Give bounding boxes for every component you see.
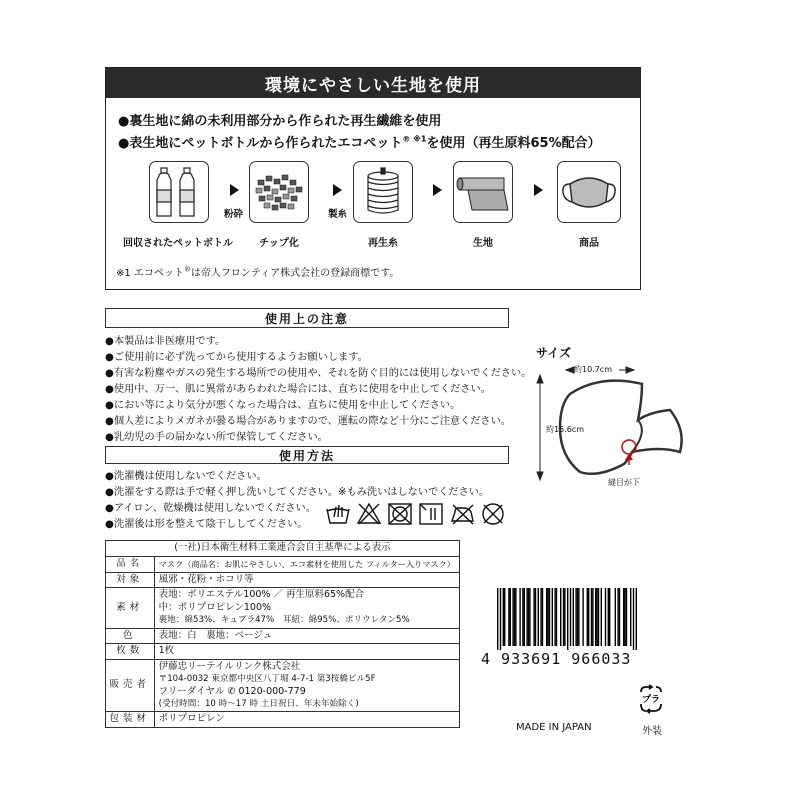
eco-bullet-2-post: を使用（再生原料65%配合） [426, 136, 601, 151]
usage-item: ●洗濯をする際は手で軽く押し洗いしてください。※もみ洗いはしないでください。 [105, 487, 490, 498]
size-height-label: 約15.6cm [546, 425, 585, 434]
no-bleach-icon [358, 504, 380, 524]
barcode-bar [528, 588, 529, 646]
barcode-bar [554, 588, 555, 646]
barcode-bar [503, 588, 504, 646]
barcode-bar [556, 588, 557, 646]
barcode-bar [575, 588, 576, 646]
hand-wash-icon [327, 505, 349, 523]
no-iron-icon [452, 505, 473, 524]
caution-item: ●有害な粉塵やガスの発生する場所での使用や、それを防ぐ目的には使用しないでください。 [105, 368, 532, 379]
barcode-number: 4 933691 966033 [481, 650, 632, 668]
barcode-bar [609, 588, 610, 646]
barcode-bar [540, 588, 541, 646]
arrow-icon [230, 184, 239, 196]
barcode-bar [549, 588, 550, 646]
barcode [497, 588, 637, 650]
arrow-icon [534, 184, 543, 196]
barcode-bar [500, 588, 501, 650]
eco-bullet-1: ●裏生地に綿の未利用部分から作られた再生繊維を使用 [118, 114, 442, 129]
trademark-note [116, 264, 399, 279]
spec-label: 品名 [106, 556, 155, 572]
barcode-bar [624, 588, 625, 646]
barcode-bar [504, 588, 505, 646]
barcode-bar [560, 588, 561, 646]
barcode-bar [619, 588, 620, 646]
caution-item: ●使用中、万一、肌に異常があらわれた場合には、直ちに使用を中止してください。 [105, 384, 491, 395]
size-width-label: 約10.7cm [574, 365, 613, 374]
barcode-bar [533, 588, 534, 646]
eco-material-section [105, 67, 641, 290]
outer-package-label: 外装 [642, 726, 662, 737]
barcode-bar [524, 588, 525, 646]
spec-label: 対象 [106, 572, 155, 588]
barcode-bar [591, 588, 592, 646]
crush-label: 粉砕 [224, 209, 244, 220]
caution-item: ●ご使用前に必ず洗ってから使用するようお願いします。 [105, 352, 368, 363]
spec-label: 包装材 [106, 712, 155, 728]
table-row [106, 541, 460, 557]
step-label-yarn: 再生糸 [368, 238, 398, 249]
step-label-product: 商品 [579, 238, 599, 249]
barcode-bar [564, 588, 565, 646]
recycle-mark-text: プラ [641, 695, 661, 705]
spec-line: 中：ポリプロピレン100% [158, 602, 272, 614]
caution-item: ●本製品は非医療用です。 [105, 336, 226, 347]
pet-bottle-icon [149, 161, 209, 223]
spec-header: (一社)日本衛生材料工業連合会自主基準による表示 [106, 541, 460, 557]
barcode-bar [512, 588, 513, 646]
spec-line: 裏地：綿53%、キュプラ47% 耳紐：綿95%、ポリウレタン5% [158, 615, 410, 626]
barcode-bar [623, 588, 624, 646]
no-dry-clean-icon [483, 504, 503, 524]
barcode-bar [596, 588, 597, 646]
barcode-bar [630, 588, 631, 646]
spin-label: 製糸 [328, 209, 348, 220]
spec-label: 枚数 [106, 644, 155, 660]
barcode-bar [570, 588, 571, 646]
spec-line: (受付時間：10 時〜17 時 土日祝日、年末年始除く) [158, 698, 359, 709]
usage-item: ●洗濯後は形を整えて陰干ししてください。 [105, 519, 308, 530]
barcode-bar [592, 588, 593, 646]
spec-value: ポリプロピレン [154, 712, 459, 728]
table-row [106, 588, 460, 628]
spec-line: フリーダイヤル ✆ 0120-000-779 [158, 685, 306, 697]
barcode-bar [529, 588, 530, 646]
spec-value: 1枚 [154, 644, 459, 660]
barcode-bar [605, 588, 606, 646]
table-row [106, 556, 460, 572]
trademark-note-post: は帝人フロンティア株式会社の登録商標です。 [190, 268, 400, 279]
barcode-bar [636, 588, 637, 650]
table-row [106, 712, 460, 728]
barcode-bar [508, 588, 509, 646]
arrow-icon [433, 184, 442, 196]
usage-item: ●洗濯機は使用しないでください。 [105, 471, 267, 482]
eco-bullet-2-pre: ●表生地にペットボトルから作られたエコペット [118, 136, 403, 151]
barcode-bar [535, 588, 536, 646]
barcode-bar [595, 588, 596, 646]
eco-bullet-2 [118, 132, 601, 151]
barcode-bar [542, 588, 543, 646]
spec-value [154, 660, 459, 712]
barcode-bar [633, 588, 634, 650]
caution-item: ●個人差によりメガネが曇る場合がありますので、運転の際など十分にご注意ください。 [105, 416, 511, 427]
drip-dry-shade-icon [420, 504, 442, 524]
barcode-bar [578, 588, 579, 646]
barcode-bar [601, 588, 602, 646]
eco-title: 環境にやさしい生地を使用 [106, 68, 640, 98]
recycle-mark-icon [636, 684, 666, 714]
made-in-label: MADE IN JAPAN [516, 722, 592, 733]
mask-product-icon [557, 161, 621, 223]
barcode-bar [563, 588, 564, 646]
caution-item: ●乳幼児の手の届かない所で保管してください。 [105, 432, 328, 443]
spec-value: 風邪・花粉・ホコリ等 [154, 572, 459, 588]
spec-label: 素材 [106, 588, 155, 628]
table-row [106, 572, 460, 588]
spec-line: 〒104-0032 東京都中央区八丁堀 4-7-1 第3桜橋ビル5F [158, 674, 376, 685]
barcode-bar [514, 588, 515, 646]
eco-bullet-2-sup: ® ※1 [402, 134, 427, 144]
barcode-bar [519, 588, 520, 646]
barcode-bar [626, 588, 627, 646]
barcode-bar [538, 588, 539, 646]
barcode-bar [510, 588, 511, 646]
yarn-spool-icon [353, 161, 413, 223]
table-row [106, 628, 460, 644]
barcode-bar [608, 588, 609, 646]
barcode-bar [598, 588, 599, 646]
trademark-note-sup: ® [183, 265, 191, 274]
spec-line: 表地：ポリエステル100% ／ 再生原料65%配合 [158, 589, 365, 601]
table-row [106, 660, 460, 712]
fabric-roll-icon [453, 161, 513, 223]
table-row [106, 644, 460, 660]
caution-item: ●におい等により気分が悪くなった場合は、直ちに使用を中止してください。 [105, 400, 461, 411]
trademark-note-pre: ※1 エコペット [116, 268, 184, 279]
step-label-bottle: 回収されたペットボトル [123, 238, 233, 249]
barcode-bar [515, 588, 516, 646]
step-label-fabric: 生地 [473, 238, 493, 249]
arrow-icon [333, 184, 342, 196]
barcode-bar [567, 588, 568, 650]
size-title: サイズ [536, 346, 572, 360]
care-symbols [325, 501, 511, 527]
barcode-bar [617, 588, 618, 646]
spec-value: マスク（商品名：お肌にやさしい、エコ素材を使用した フィルター入りマスク） [154, 556, 459, 572]
caution-title: 使用上の注意 [105, 308, 509, 328]
chip-icon [249, 161, 309, 223]
barcode-bar [526, 588, 527, 646]
spec-label: 販売者 [106, 660, 155, 712]
no-tumble-dry-icon [389, 504, 411, 524]
spec-value: 表地：白 裏地：ベージュ [154, 628, 459, 644]
barcode-bar [577, 588, 578, 646]
barcode-bar [546, 588, 547, 646]
spec-label: 色 [106, 628, 155, 644]
barcode-bar [522, 588, 523, 646]
step-label-chip: チップ化 [259, 238, 299, 249]
barcode-bar [573, 588, 574, 646]
seam-note: 縫目が下 [608, 478, 640, 487]
barcode-bar [587, 588, 588, 646]
usage-title: 使用方法 [105, 446, 509, 464]
spec-value [154, 588, 459, 628]
barcode-bar [588, 588, 589, 646]
usage-item: ●アイロン、乾燥機は使用しないでください。 [105, 503, 316, 514]
barcode-bar [582, 588, 583, 646]
spec-line: 伊藤忠リーテイルリンク株式会社 [158, 661, 301, 673]
barcode-bar [497, 588, 498, 650]
barcode-bar [547, 588, 548, 646]
spec-table [105, 540, 460, 728]
barcode-bar [552, 588, 553, 646]
barcode-bar [615, 588, 616, 646]
